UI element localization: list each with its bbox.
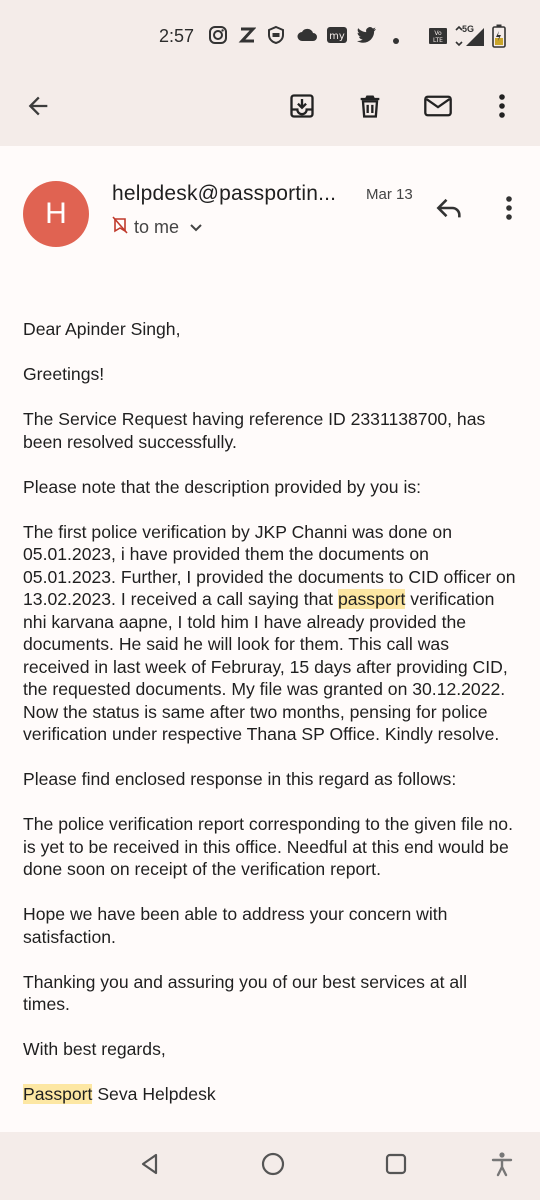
response-text: The police verification report corresponding to the given file no. is yet to be received in this office. Needful at this end would be done soon on receipt of the verification report. [23, 814, 513, 879]
volte-icon [428, 27, 448, 50]
description-intro: Please note that the description provided by you is: [23, 476, 422, 497]
network-type: 5G [462, 24, 475, 34]
search-highlight: Passport [23, 1084, 93, 1104]
mark-unread-button[interactable] [414, 84, 462, 132]
sender-address[interactable]: helpdesk@passportin... [112, 182, 337, 205]
more-options-button[interactable] [478, 84, 526, 132]
closing-thanks: Thanking you and assuring you of our best services at all times. [23, 971, 468, 1014]
sign-off: With best regards, [23, 1039, 166, 1059]
delete-icon [356, 92, 384, 125]
label-important-off-icon [112, 216, 128, 239]
description-text [23, 521, 518, 746]
response-intro: Please find enclosed response in this regard as follows: [23, 769, 457, 789]
reply-button[interactable] [432, 192, 468, 228]
svg-text:LTE: LTE [433, 37, 443, 44]
description-text-part2: verification nhi karvana aapne, I told him I have already provided the documents. He said he will look for them. This call was received in last week of Februray, 15 days after providing CID, the requested documents. My file was granted on 30.12.2022. Now the status is same after two months, pensing for police verification under respective Thana SP Office. Kindly resolve. [23, 589, 508, 744]
battery-charging-icon [492, 24, 506, 53]
more-vert-icon [505, 195, 513, 226]
back-arrow-icon [24, 92, 52, 125]
search-highlight: passport [337, 589, 406, 609]
archive-icon [288, 92, 316, 125]
square-recents-icon [384, 1152, 408, 1181]
recipient-details-toggle[interactable] [112, 216, 203, 238]
svg-text:my: my [329, 31, 345, 42]
nav-recents-button[interactable] [380, 1150, 412, 1182]
cloud-icon [296, 25, 318, 50]
nav-home-button[interactable] [257, 1150, 289, 1182]
more-vert-icon [498, 93, 506, 124]
salutation: Dear Apinder Singh, [23, 319, 181, 339]
resolution-notice: The Service Request having reference ID 2331138700, has been resolved successfully. [23, 409, 486, 452]
email-header [0, 146, 540, 256]
email-body [23, 318, 518, 1128]
mymoney-icon [326, 25, 348, 50]
email-toolbar [0, 70, 540, 146]
mark-unread-icon [423, 92, 453, 125]
delete-button[interactable] [346, 84, 394, 132]
dot-icon [392, 32, 400, 50]
circle-home-icon [260, 1151, 286, 1182]
accessibility-button[interactable] [486, 1150, 518, 1182]
nav-back-button[interactable] [134, 1150, 166, 1182]
shield-app-icon [266, 25, 286, 50]
status-time: 2:57 [159, 26, 195, 46]
greeting: Greetings! [23, 364, 105, 384]
closing-hope: Hope we have been able to address your concern with satisfaction. [23, 904, 448, 947]
chevron-down-icon [189, 217, 203, 238]
sender-avatar[interactable] [23, 181, 89, 247]
signal-icon [452, 24, 486, 53]
description-text-part1: The first police verification by JKP Channi was done on 05.01.2023, i have provided them the documents on 05.01.2023. Further, I provided the documents to CID officer on 13.02.2023. I received a call saying that [23, 521, 516, 609]
reply-icon [436, 196, 464, 225]
svg-text:Vo: Vo [434, 30, 442, 37]
recipient-label: to me [134, 216, 180, 237]
signature-rest: Seva Helpdesk [92, 1084, 216, 1104]
triangle-back-icon [138, 1152, 162, 1181]
back-button[interactable] [14, 84, 62, 132]
accessibility-icon [491, 1151, 513, 1182]
message-more-button[interactable] [491, 192, 527, 228]
avatar-letter: H [45, 197, 67, 230]
system-nav-bar [0, 1132, 540, 1200]
signature [23, 1083, 518, 1106]
archive-button[interactable] [278, 84, 326, 132]
twitter-icon [356, 25, 378, 50]
email-date: Mar 13 [366, 186, 413, 203]
zomato-icon [238, 25, 256, 50]
status-bar [0, 0, 540, 70]
instagram-icon [208, 25, 228, 50]
